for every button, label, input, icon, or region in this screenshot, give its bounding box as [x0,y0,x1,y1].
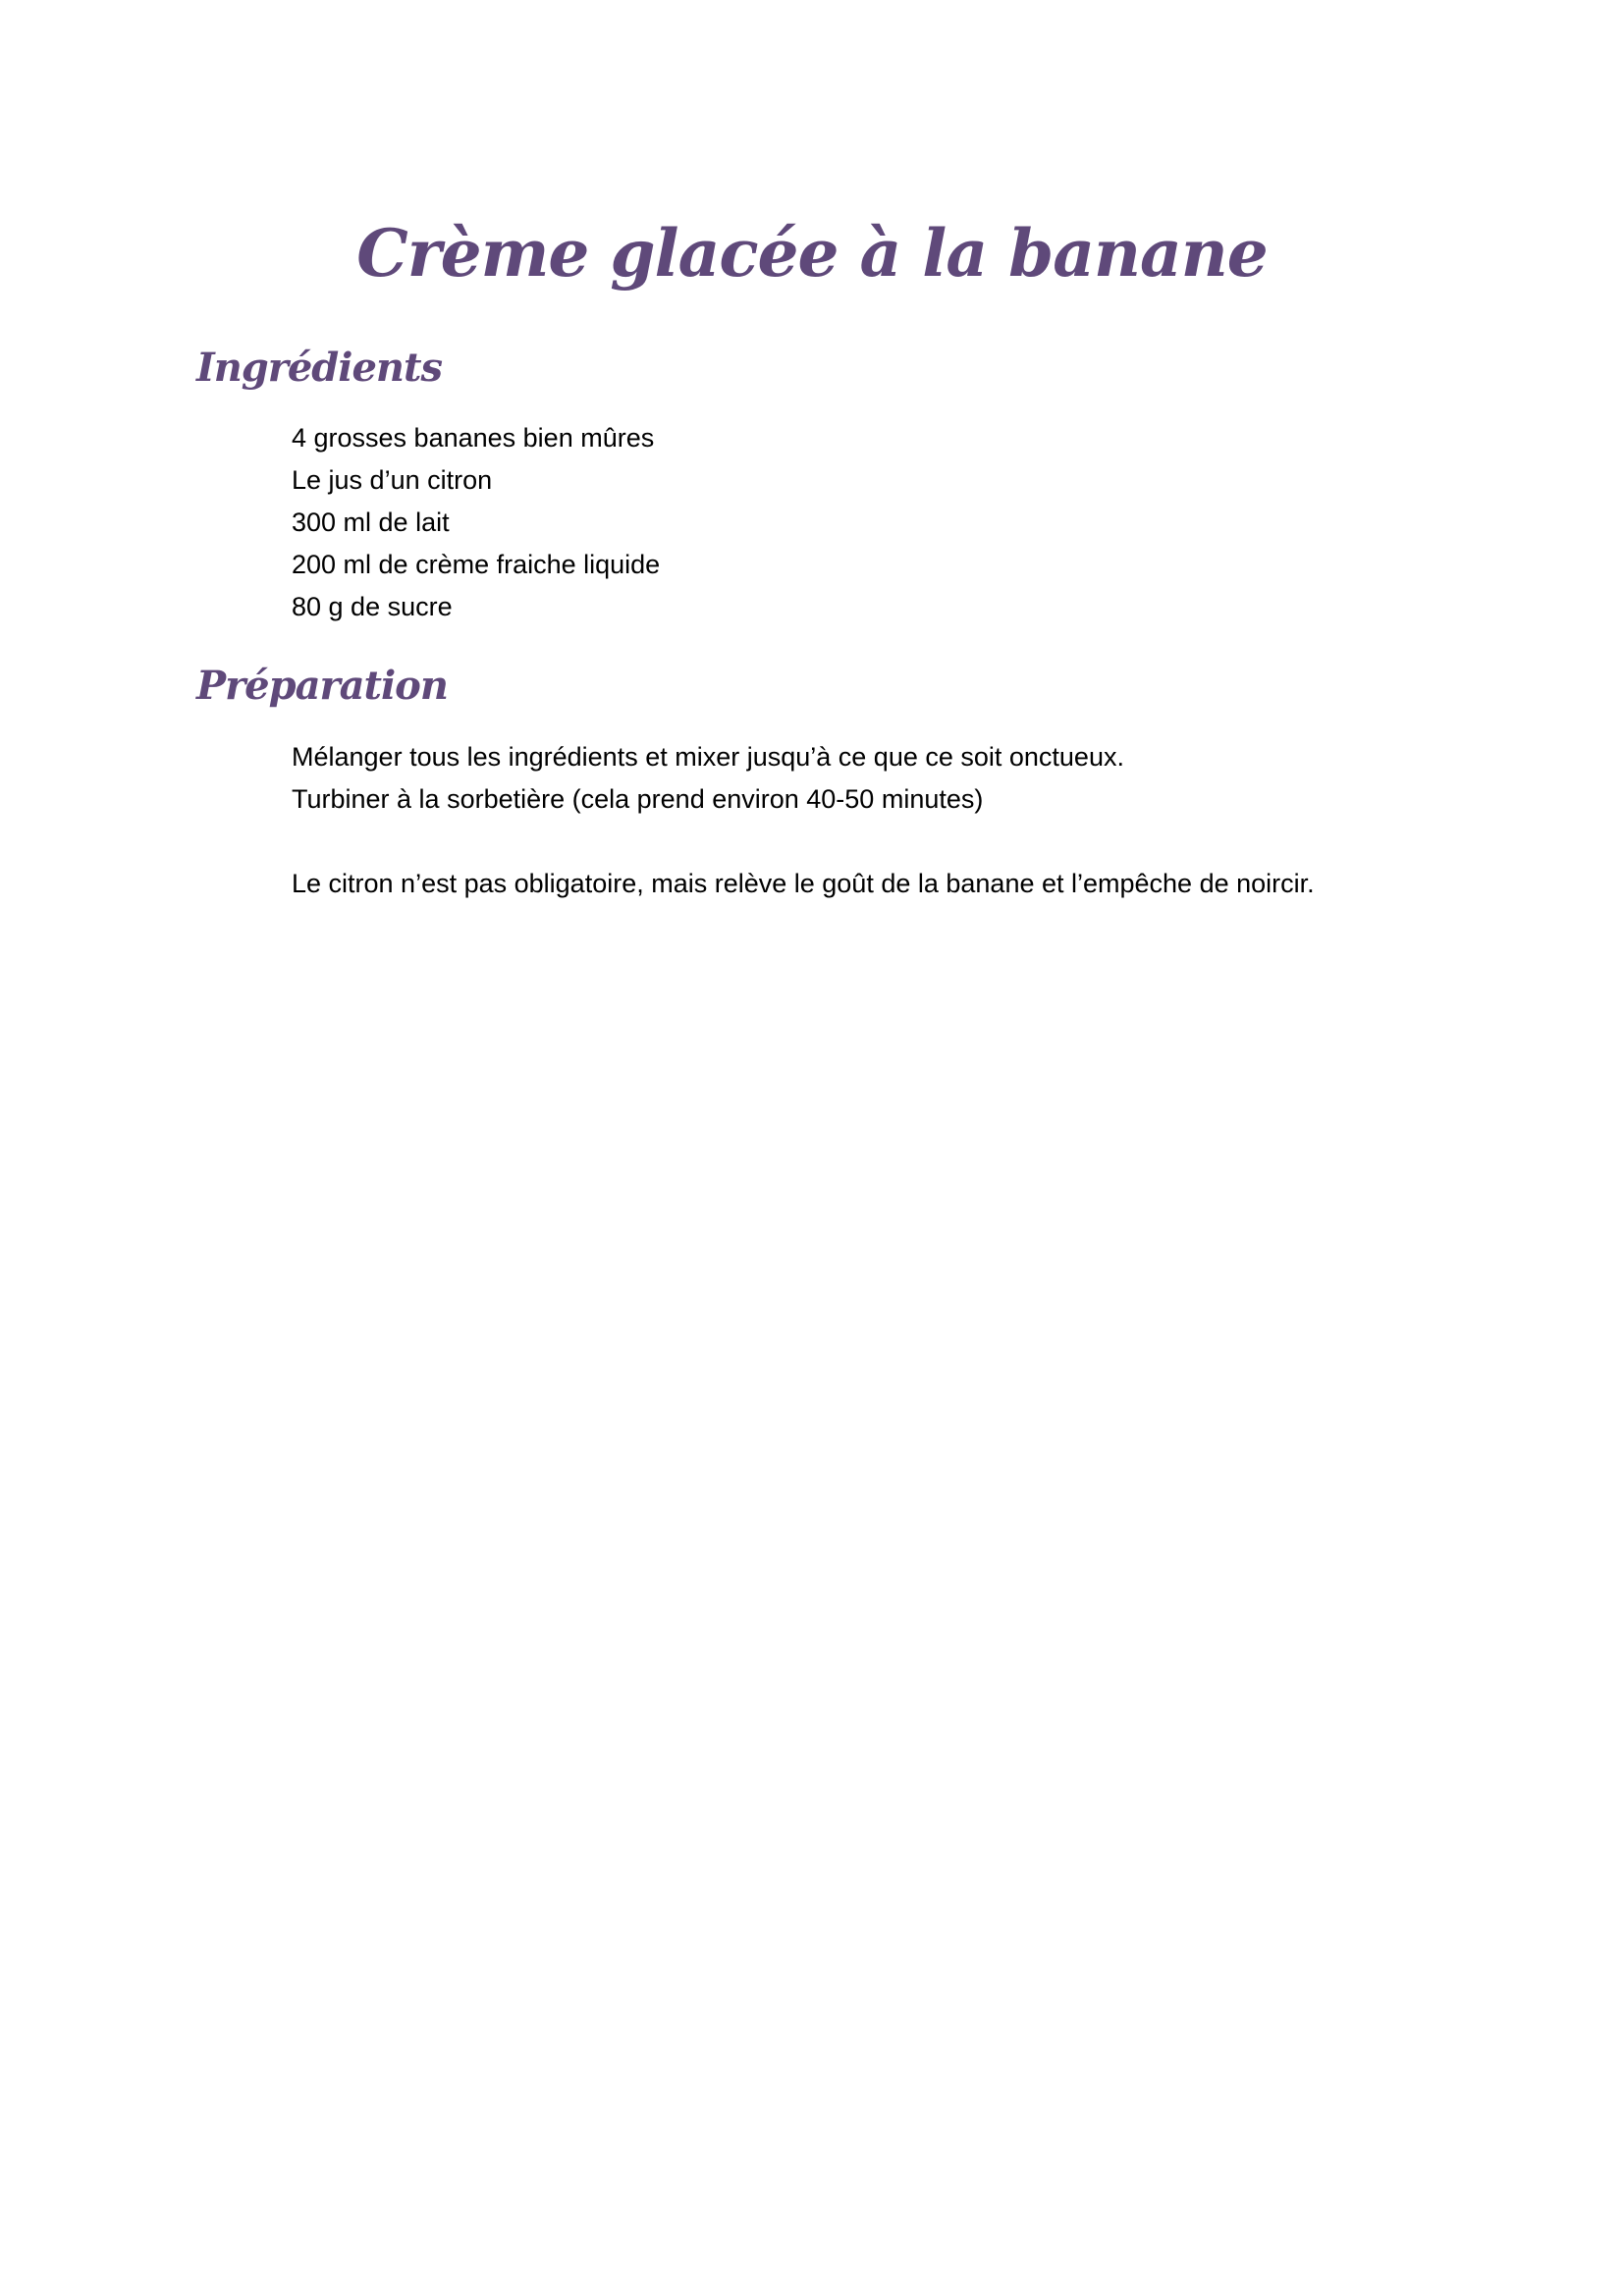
ingredient-item: 4 grosses bananes bien mûres [292,423,655,453]
preparation-step: Turbiner à la sorbetière (cela prend environ 40-50 minutes) [292,784,984,814]
ingredient-item: 200 ml de crème fraiche liquide [292,550,661,579]
ingredient-item: 80 g de sucre [292,592,453,621]
preparation-heading: Préparation [196,663,448,709]
preparation-note: Le citron n’est pas obligatoire, mais relève le goût de la banane et l’empêche de noircir. [292,869,1315,898]
ingredients-list [292,417,660,628]
preparation-steps [292,736,1124,821]
recipe-title: Crème glacée à la banane [356,215,1268,292]
ingredient-item: Le jus d’un citron [292,465,493,495]
ingredient-item: 300 ml de lait [292,507,450,537]
preparation-step: Mélanger tous les ingrédients et mixer jusqu’à ce que ce soit onctueux. [292,742,1124,772]
ingredients-heading: Ingrédients [196,345,442,391]
